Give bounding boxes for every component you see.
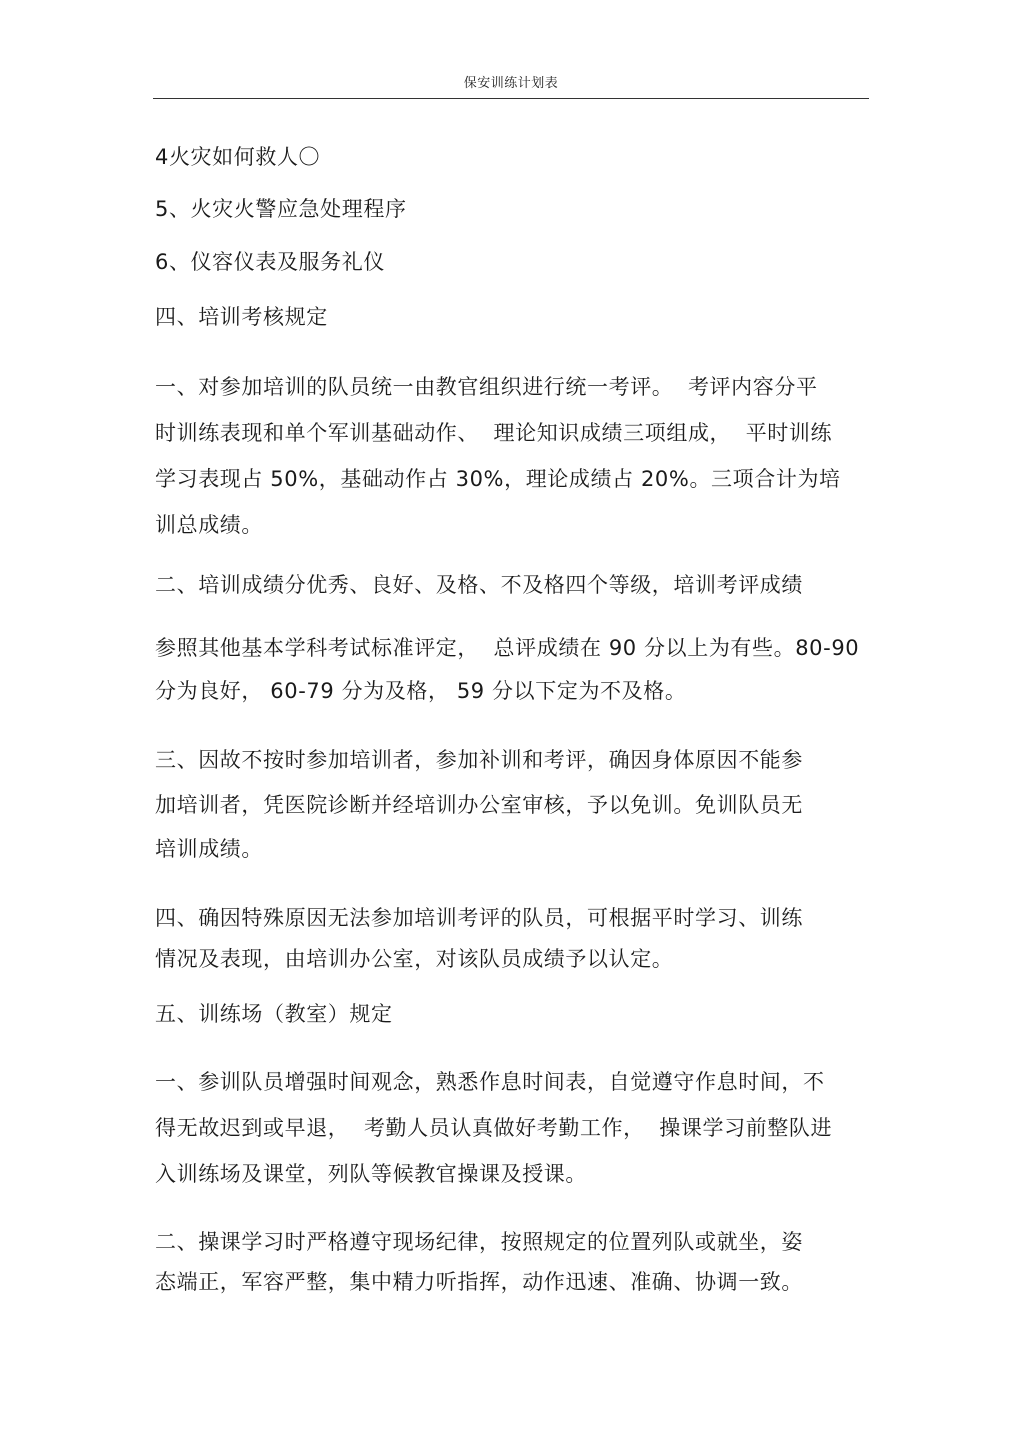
- text-line: 4火灾如何救人〇: [155, 145, 321, 169]
- text-line: 培训成绩。: [155, 837, 263, 861]
- text-line: 5、火灾火警应急处理程序: [155, 197, 407, 221]
- text-line: 一、参训队员增强时间观念，熟悉作息时间表，自觉遵守作息时间，不: [155, 1070, 825, 1094]
- section-heading: 四、培训考核规定: [155, 305, 328, 329]
- section-heading: 五、训练场（教室）规定: [155, 1002, 393, 1026]
- text-line: 学习表现占 50%，基础动作占 30%，理论成绩占 20%。三项合计为培: [155, 467, 841, 491]
- text-line: 态端正，军容严整，集中精力听指挥，动作迅速、准确、协调一致。: [155, 1270, 803, 1294]
- text-line: 一、对参加培训的队员统一由教官组织进行统一考评。 考评内容分平: [155, 375, 818, 399]
- text-line: 时训练表现和单个军训基础动作、 理论知识成绩三项组成， 平时训练: [155, 421, 833, 445]
- text-line: 加培训者，凭医院诊断并经培训办公室审核，予以免训。免训队员无: [155, 793, 803, 817]
- text-line: 四、确因特殊原因无法参加培训考评的队员，可根据平时学习、训练: [155, 906, 803, 930]
- text-line: 二、操课学习时严格遵守现场纪律，按照规定的位置列队或就坐，姿: [155, 1230, 803, 1254]
- text-line: 训总成绩。: [155, 513, 263, 537]
- text-line: 参照其他基本学科考试标准评定， 总评成绩在 90 分以上为有些。80-90: [155, 636, 860, 660]
- page-header-title: 保安训练计划表: [463, 76, 559, 91]
- text-line: 得无故迟到或早退， 考勤人员认真做好考勤工作， 操课学习前整队进: [155, 1116, 833, 1140]
- text-line: 三、因故不按时参加培训者，参加补训和考评，确因身体原因不能参: [155, 748, 803, 772]
- text-line: 6、仪容仪表及服务礼仪: [155, 250, 385, 274]
- text-line: 入训练场及课堂，列队等候教官操课及授课。: [155, 1162, 587, 1186]
- text-line: 分为良好， 60-79 分为及格， 59 分以下定为不及格。: [155, 679, 687, 703]
- text-line: 情况及表现，由培训办公室，对该队员成绩予以认定。: [155, 947, 674, 971]
- header-divider: [153, 98, 869, 99]
- text-line: 二、培训成绩分优秀、良好、及格、不及格四个等级，培训考评成绩: [155, 573, 803, 597]
